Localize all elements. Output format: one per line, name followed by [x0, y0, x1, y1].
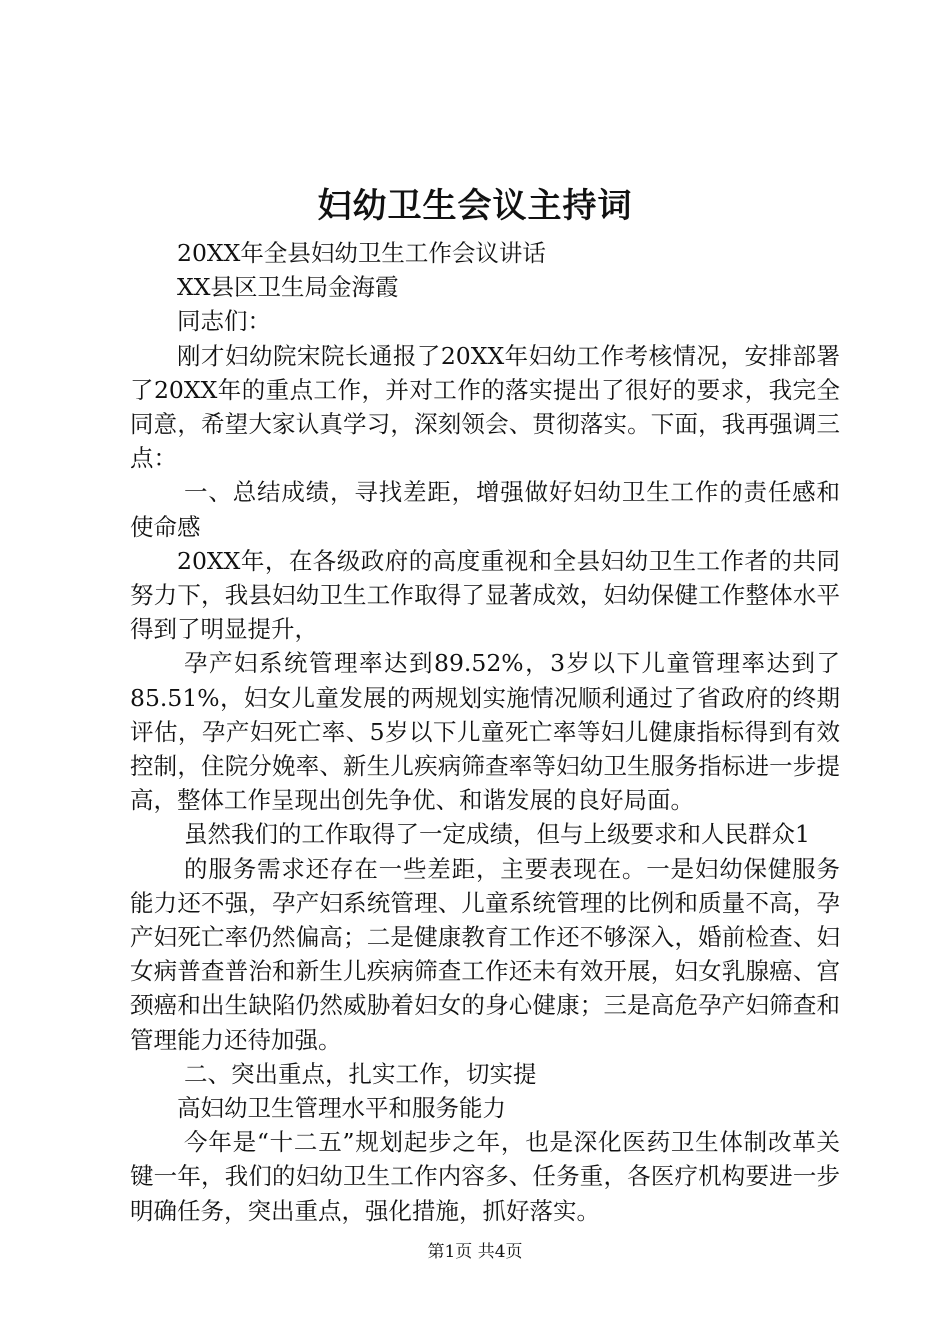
paragraph-body: 20XX年，在各级政府的高度重视和全县妇幼卫生工作者的共同努力下，我县妇幼卫生工作取得了显著成效，妇幼保健工作整体水平得到了明显提升，: [130, 546, 840, 644]
paragraph-body: 孕产妇系统管理率达到89.52%，3岁以下儿童管理率达到了85.51%，妇女儿童发展的两规划实施情况顺利通过了省政府的终期评估，孕产妇死亡率、5岁以下儿童死亡率等妇儿健康指标得到有效控制，住院分娩率、新生儿疾病筛查率等妇幼卫生服务指标进一步提高，整体工作呈现出创先争优、和谐发展的良好局面。: [130, 649, 840, 815]
document-title: 妇幼卫生会议主持词: [317, 186, 633, 226]
paragraph-body: 虽然我们的工作取得了一定成绩，但与上级要求和人民群众1: [184, 820, 810, 849]
paragraph-body: 的服务需求还存在一些差距，主要表现在。一是妇幼保健服务能力还不强，孕产妇系统管理、儿童系统管理的比例和质量不高，孕产妇死亡率仍然偏高；二是健康教育工作还不够深入，婚前检查、妇女病普查普治和新生儿疾病筛查工作还未有效开展，妇女乳腺癌、宫颈癌和出生缺陷仍然威胁着妇女的身心健康；三是高危孕产妇筛查和管理能力还待加强。: [130, 854, 840, 1054]
page-footer: 第1页 共4页: [427, 1242, 523, 1262]
paragraph-speaker: XX县区卫生局金海霞: [177, 273, 399, 302]
paragraph-body: 刚才妇幼院宋院长通报了20XX年妇幼工作考核情况，安排部署了20XX年的重点工作，并对工作的落实提出了很好的要求，我完全同意，希望大家认真学习，深刻领会、贯彻落实。下面，我再强调三点：: [130, 341, 840, 473]
section-heading-1: 一、总结成绩，寻找差距，增强做好妇幼卫生工作的责任感和使命感: [130, 478, 840, 541]
paragraph-salutation: 同志们：: [177, 307, 271, 336]
section-heading-2: 二、突出重点，扎实工作，切实提: [184, 1059, 537, 1088]
paragraph-speech-title: 20XX年全县妇幼卫生工作会议讲话: [177, 239, 546, 267]
paragraph-body: 今年是“十二五”规划起步之年，也是深化医药卫生体制改革关键一年，我们的妇幼卫生工作内容多、任务重，各医疗机构要进一步明确任务，突出重点，强化措施，抓好落实。: [130, 1128, 840, 1225]
section-heading-2-continued: 高妇幼卫生管理水平和服务能力: [177, 1094, 506, 1123]
document-body: [130, 236, 840, 1228]
